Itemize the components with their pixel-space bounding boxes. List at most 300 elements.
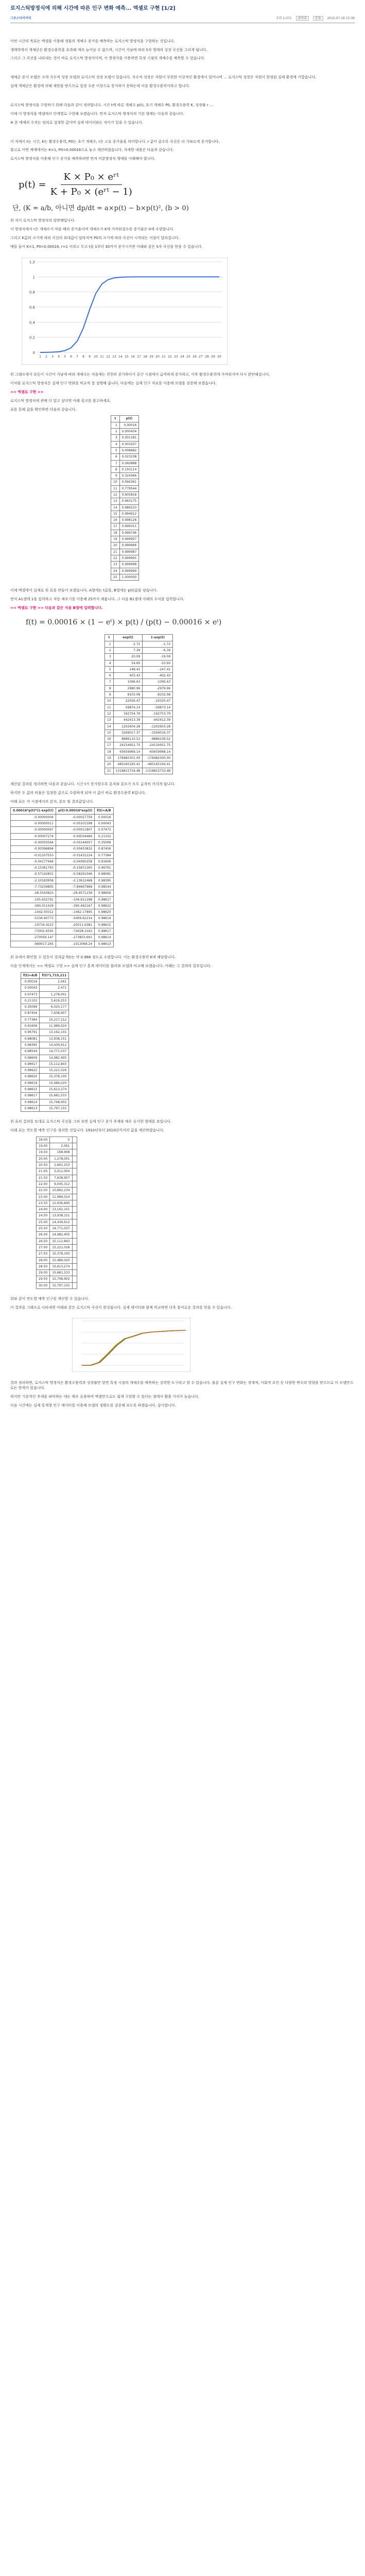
table-row: [11, 833, 114, 839]
table-cell: 17: [111, 523, 120, 530]
table-cell: -1202603.28: [143, 723, 173, 730]
table-header: t: [111, 416, 120, 422]
table-row: [11, 903, 114, 909]
table-ratio: [10, 807, 114, 947]
y-tick-label: 1.2: [29, 260, 35, 265]
table-cell: 24: [111, 568, 120, 574]
table-cell: [72, 1219, 77, 1225]
paragraph: 로지스틱 방정식을 이용해 인구 증가를 예측하려면 먼저 미분방정식 형태를 이해해야 합니다.: [10, 157, 155, 161]
table-cell: 5,012,004: [50, 1168, 72, 1175]
table-cell: 22.50: [37, 1188, 50, 1194]
table-row: [11, 827, 114, 833]
table-cell: 0.35099: [95, 839, 113, 845]
table-cell: -395.462167: [56, 903, 95, 909]
x-tick-label: 21: [162, 355, 166, 359]
table-cell: 13,938,151: [40, 1036, 69, 1042]
paragraph: 위 그래프에서 보듯이 시간이 지남에 따라 개체수는 처음에는 천천히 증가하다가 중간 시점에서 급격하게 증가하고, 이후 환경수용력에 가까워지며 다시 완만해집니다.: [10, 372, 270, 377]
table-cell: -0.00396894: [11, 846, 56, 852]
table-cell: [72, 1188, 77, 1194]
table-row: [11, 884, 114, 890]
table-cell: 0.00016: [119, 422, 139, 428]
table-cell: 22: [111, 555, 120, 561]
table-row: [111, 562, 139, 568]
table-row: [21, 1023, 69, 1029]
table-cell: 0.999966: [119, 543, 139, 549]
table-cell: [72, 1137, 77, 1143]
table-cell: 20: [105, 761, 114, 768]
table-cell: 0.98395: [21, 1042, 40, 1048]
table-cell: -6.39: [143, 647, 173, 653]
table-row: [11, 865, 114, 871]
chart-frame: [72, 1318, 190, 1372]
table-cell: 15,221,026: [40, 1067, 69, 1074]
table-row: [105, 685, 173, 691]
x-tick-label: 12: [106, 355, 110, 359]
table-cell: 0.999999: [119, 568, 139, 574]
table-cell: 2.72: [113, 641, 143, 647]
table-cell: 19: [105, 755, 114, 761]
table-row: [105, 761, 173, 768]
table-cell: 0.994912: [119, 511, 139, 517]
table-cell: 21.50: [37, 1175, 50, 1181]
x-tick-label: 11: [100, 355, 104, 359]
table-cell: 8: [105, 685, 114, 691]
table-cell: 13,938,151: [50, 1213, 72, 1219]
table-row: [11, 871, 114, 877]
table-cell: 15,378,100: [50, 1251, 72, 1257]
y-tick-label: 1: [32, 275, 35, 280]
table-row: [105, 698, 173, 704]
table-row: [105, 730, 173, 736]
table-cell: 15,797,155: [50, 1282, 72, 1289]
table-row: [37, 1200, 77, 1206]
section-5: [10, 1119, 355, 1133]
table-cell: -5409.62214: [56, 916, 95, 922]
table-cell: 54.60: [113, 660, 143, 666]
table-row: [21, 1016, 69, 1023]
table-cell: 1,278,001: [50, 1156, 72, 1162]
paragraph: 이 결과를 그래프로 나타내면 아래와 같은 로지스틱 곡선이 완성됩니다. 실제 데이터와 함께 비교하면 더욱 흥미로운 결과를 얻을 수 있습니다.: [10, 1305, 232, 1310]
table-cell: 0.98619: [95, 916, 113, 922]
table-cell: 13: [105, 717, 114, 723]
table-row: [11, 896, 114, 903]
paragraph: 이 식에서 t는 시간, K는 환경수용력, P0는 초기 개체수, r은 고유 증가율을 의미합니다. r 값이 클수록 곡선은 더 가파르게 증가합니다.: [10, 139, 220, 144]
table-cell: 11: [105, 704, 114, 710]
table-cell: 15,681,533: [50, 1270, 72, 1276]
table-cell: 15,613,274: [50, 1263, 72, 1269]
table-cell: 21: [111, 549, 120, 555]
formula-denominator: K + P₀ × (eʳᵗ − 1): [50, 186, 132, 197]
table-cell: -0.15361763: [11, 865, 56, 871]
table-cell: 14,436,612: [40, 1042, 69, 1048]
table-cell: [72, 1181, 77, 1187]
table-cell: -0.01107553: [11, 852, 56, 858]
table-cell: 23.00: [37, 1194, 50, 1200]
y-tick-label: 0.4: [29, 320, 35, 325]
table-row: [11, 877, 114, 884]
table-cell: 0.91606: [95, 858, 113, 865]
table-cell: [72, 1238, 77, 1244]
excel-link[interactable]: << 엑셀로 구현 >>: [10, 389, 44, 394]
excel-link[interactable]: << 엑셀로 구현 >> 다음과 같은 식을 B열에 입력합니다.: [10, 605, 103, 610]
table-cell: 0.008682: [119, 447, 139, 453]
x-tick-label: 23: [174, 355, 178, 359]
table-cell: [72, 1168, 77, 1175]
x-tick-label: 25: [186, 355, 190, 359]
like-button[interactable]: 좋아요: [296, 16, 309, 21]
table-cell: 0.999311: [119, 523, 139, 530]
table-row: [111, 454, 139, 460]
table-row: [111, 479, 139, 485]
formula-lhs: p(t) =: [19, 179, 46, 190]
table-cell: 0.07473: [21, 991, 40, 997]
table-row: [37, 1175, 77, 1181]
table-cell: -1095.63: [143, 679, 173, 685]
table-cell: 0.999987: [119, 549, 139, 555]
table-row: [111, 492, 139, 498]
section-2: [10, 588, 355, 611]
table-cell: 15,748,902: [40, 1099, 69, 1105]
table-cell: -5334.90773: [11, 916, 56, 922]
table-cell: 7: [105, 679, 114, 685]
table-cell: 19.50: [37, 1149, 50, 1156]
table-row: [11, 928, 114, 935]
table-row: [21, 1048, 69, 1055]
table-cell: 0.98613: [21, 1105, 40, 1111]
table-row: [11, 941, 114, 947]
table-cell: 0.00043: [21, 985, 40, 991]
x-tick-label: 24: [180, 355, 184, 359]
table-row: [11, 909, 114, 916]
table-row: [105, 736, 173, 742]
paragraph: 하지만 기본적인 추세를 파악하는 데는 매우 유용하며 엑셀만으로도 쉽게 구현할 수 있다는 점에서 활용 가치가 높습니다.: [10, 1395, 199, 1399]
table-header: f(t)=A/B: [95, 808, 113, 814]
x-tick-label: 15: [125, 355, 129, 359]
table-row: [111, 504, 139, 511]
table-cell: 20: [111, 543, 120, 549]
table-header: p(t): [119, 416, 139, 422]
table-cell: 442413.39: [113, 717, 143, 723]
table-cell: [72, 1156, 77, 1162]
table-cell: -3269016.37: [143, 730, 173, 736]
table-row: [105, 717, 173, 723]
table-row: [105, 673, 173, 679]
x-tick-label: 27: [199, 355, 203, 359]
table-cell: 0.566361: [119, 479, 139, 485]
table-cell: 168,908: [50, 1149, 72, 1156]
table-cell: 2980.96: [113, 685, 143, 691]
table-cell: 0: [50, 1137, 72, 1143]
paragraph: 실제 개체군은 환경에 의해 제한을 받으므로 일정 수준 이상으로 증가하지 못하는데 이를 환경수용력이라고 합니다.: [10, 84, 190, 89]
table-cell: -178482300.00: [143, 755, 173, 761]
table-cell: 10,892,234: [50, 1188, 72, 1194]
table-cell: 5: [105, 666, 114, 672]
table-row: [21, 1055, 69, 1061]
table-cell: 0.98619: [21, 1080, 40, 1086]
table-row: [111, 568, 139, 574]
table-row: [111, 498, 139, 504]
table-cell: [72, 1276, 77, 1282]
table-cell: 0.98617: [95, 928, 113, 935]
table-cell: 7,638,907: [40, 1010, 69, 1016]
table-cell: -106.911298: [56, 896, 95, 903]
paragraph: 이제 이 방정식을 엑셀에서 단계별로 구현해 보겠습니다. 먼저 로지스틱 방정식의 기본 형태는 다음과 같습니다.: [10, 111, 184, 116]
table-cell: 14: [105, 723, 114, 730]
blog-name[interactable]: 그로스다이어리: [10, 16, 31, 20]
post-meta: [10, 13, 355, 23]
table-cell: -65659968.14: [143, 749, 173, 755]
x-tick-label: 20: [155, 355, 160, 359]
formula-numerator: K × P₀ × eʳᵗ: [61, 170, 122, 185]
table-row: [37, 1207, 77, 1213]
table-cell: 0.87456: [21, 1010, 40, 1016]
table-cell: 15,112,843: [50, 1238, 72, 1244]
table-cell: -402.43: [143, 673, 173, 679]
table-cell: [72, 1207, 77, 1213]
table-row: [37, 1238, 77, 1244]
table-cell: 0.98395: [95, 877, 113, 884]
table-cell: -273853.691: [56, 935, 95, 941]
table-cell: 0.98614: [21, 1099, 40, 1105]
table-header: 1-exp(t): [143, 635, 173, 641]
table-cell: -0.04177464: [11, 858, 56, 865]
table-row: [111, 574, 139, 580]
table-cell: 18: [105, 749, 114, 755]
table-cell: -0.15871265: [56, 865, 95, 871]
x-tick-label: 3: [51, 355, 54, 359]
table-cell: -2.13612468: [56, 877, 95, 884]
y-tick-label: 0.2: [29, 336, 35, 341]
table-cell: 1: [105, 641, 114, 647]
table-cell: [72, 1175, 77, 1181]
table-cell: 0.999746: [119, 530, 139, 536]
table-cell: 0.060888: [119, 460, 139, 466]
table-cell: 0.003207: [119, 441, 139, 447]
table-cell: 0.150114: [119, 466, 139, 472]
table-cell: 15,681,533: [40, 1093, 69, 1099]
table-cell: -0.00007274: [11, 833, 56, 839]
x-tick-label: 29: [211, 355, 215, 359]
table-cell: -390.011429: [11, 903, 56, 909]
table-row: [21, 997, 69, 1004]
table-cell: 0.98544: [21, 1048, 40, 1055]
table-row: [37, 1156, 77, 1162]
table-cell: 0.21102: [21, 997, 40, 1004]
table-row: [37, 1257, 77, 1263]
table-cell: -8102.08: [143, 692, 173, 698]
table-row: [105, 755, 173, 761]
table-row: [21, 1105, 69, 1111]
table-cell: [72, 1149, 77, 1156]
x-tick-label: 16: [131, 355, 135, 359]
table-cell: 11,989,024: [40, 1023, 69, 1029]
table-cell: -1.72: [143, 641, 173, 647]
table-cell: [72, 1257, 77, 1263]
paragraph: 결과 정리하면, 로지스틱 방정식은 환경수용력과 성장률만 알면 특정 시점의 개체수를 예측하는 강력한 도구라고 할 수 있습니다. 물론 실제 인구 변화는 경제적, 사회적 요인 등 다양한 변수의 영향을 받으므로 이 모델만으로는 한계가 있습니다.: [10, 1380, 354, 1391]
table-cell: -1442.00312: [11, 909, 56, 916]
table-cell: [72, 1200, 77, 1206]
table-cell: 0.98617: [95, 896, 113, 903]
paragraph: 다음 단계에서는 << 엑셀로 구현 >> 실제 인구 통계 데이터를 불러와 모델과 비교해 보겠습니다. 아래는 그 결과의 일부입니다.: [10, 963, 212, 968]
section-4: [10, 955, 355, 969]
table-header: t: [105, 635, 114, 641]
table-cell: 3,619,253: [40, 997, 69, 1004]
table-row: [11, 890, 114, 896]
x-tick-label: 8: [82, 355, 84, 359]
table-row: [37, 1263, 77, 1269]
table-cell: -59873.14: [143, 704, 173, 710]
table-row: [105, 692, 173, 698]
table-row: [21, 1080, 69, 1086]
table-row: [37, 1149, 77, 1156]
table-cell: 0.986233: [119, 504, 139, 511]
section-6: [10, 1296, 355, 1311]
post-title: 로지스틱방정식에 의해 시간에 따른 인구 변화 예측... 엑셀로 구현 [1/2]: [10, 6, 176, 11]
table-cell: -0.00453832: [56, 846, 95, 852]
x-tick-label: 5: [64, 355, 66, 359]
table-row: [21, 1087, 69, 1093]
table-cell: 403.43: [113, 673, 143, 679]
table-row: [37, 1162, 77, 1168]
table-row: [37, 1270, 77, 1276]
paragraph: ※ 본 예제의 수치는 임의로 설정한 값이며 실제 데이터와는 차이가 있을 수 있습니다.: [10, 120, 143, 125]
table-cell: 14: [111, 504, 120, 511]
table-cell: 2,561: [50, 1143, 72, 1149]
x-tick-label: 26: [193, 355, 197, 359]
table-cell: 1,278,001: [40, 991, 69, 997]
table-cell: 18: [111, 530, 120, 536]
table-cell: 0.001181: [119, 435, 139, 441]
table-cell: 8886110.52: [113, 736, 143, 742]
table-row: [111, 473, 139, 479]
table-cell: -7.84667968: [56, 884, 95, 890]
table-row: [21, 1093, 69, 1099]
table-cell: -0.00000097: [11, 827, 56, 833]
table-cell: -0.57142831: [11, 871, 56, 877]
table-cell: 14,982,405: [40, 1055, 69, 1061]
table-row: [111, 536, 139, 543]
post-date: 2015.07.18 15:39: [327, 16, 355, 20]
table-row: [21, 1067, 69, 1074]
table-cell: 0.98081: [21, 1036, 40, 1042]
table-cell: 8103.08: [113, 692, 143, 698]
paragraph: 이처럼 로지스틱 방정식은 실제 인구 변화를 비교적 잘 설명해 줍니다. 다음에는 실제 인구 자료를 이용해 모델을 검증해 보겠습니다.: [10, 381, 217, 386]
table-row: [105, 742, 173, 749]
table-row: [11, 935, 114, 941]
table-cell: 14,436,612: [50, 1219, 72, 1225]
table-row: [11, 814, 114, 820]
table-row: [105, 641, 173, 647]
table-cell: -28.5543823: [11, 890, 56, 896]
paragraph: 이 방정식에서 r은 개체수가 작을 때의 증가율이며 개체수가 K에 가까워질수록 증가율은 0에 수렴합니다.: [10, 227, 175, 231]
table-cell: 0.00043: [95, 821, 113, 827]
table-cell: -1462.17895: [56, 909, 95, 916]
table-cell: 20.00: [37, 1156, 50, 1162]
table-row: [37, 1168, 77, 1175]
table-row: [105, 710, 173, 717]
table-cell: 0.98615: [95, 922, 113, 928]
table-cell: -8886109.52: [143, 736, 173, 742]
table-cell: 0.00016: [95, 814, 113, 820]
table-cell: 18.00: [37, 1137, 50, 1143]
table-row: [21, 1029, 69, 1036]
table-cell: 14,982,405: [50, 1232, 72, 1238]
table-row: [111, 555, 139, 561]
table-cell: 19.00: [37, 1143, 50, 1149]
table-cell: 0.98613: [95, 941, 113, 947]
table-cell: 16: [105, 736, 114, 742]
table-row: [111, 447, 139, 453]
table-row: [111, 543, 139, 549]
paragraph: 위 표의 결과를 토대로 로지스틱 곡선을 그려 보면 실제 인구 증가 추세와 매우 유사한 형태를 보입니다.: [10, 1120, 171, 1124]
table-cell: 0.98615: [21, 1087, 40, 1093]
table-cell: 0.779544: [119, 485, 139, 492]
table-cell: 4: [105, 660, 114, 666]
table-cell: 0.98620: [21, 1074, 40, 1080]
table-row: [105, 768, 173, 774]
table-cell: -147.41: [143, 666, 173, 672]
x-tick-label: 9: [89, 355, 91, 359]
table-cell: 2,661,253: [50, 1162, 72, 1168]
table-cell: 10: [111, 479, 120, 485]
table-row: [105, 660, 173, 666]
table-row: [21, 991, 69, 997]
table-cell: 0.98617: [21, 1061, 40, 1067]
table-row: [11, 852, 114, 858]
population-chart: [72, 1318, 190, 1372]
table-cell: 0.07473: [95, 827, 113, 833]
table-cell: 23: [111, 562, 120, 568]
paragraph: 이제 엑셀에서 실제로 위 표를 만들어 보겠습니다. A열에는 t값을, B열에는 p(t)값을 넣습니다.: [10, 588, 158, 593]
x-tick-label: 28: [205, 355, 209, 359]
x-tick-label: 14: [118, 355, 123, 359]
table-row: [37, 1213, 77, 1219]
table-cell: -0.00050564: [11, 839, 56, 845]
table-cell: 12: [105, 710, 114, 717]
table-row: [11, 821, 114, 827]
paragraph: 위 식이 로지스틱 방정식의 일반해입니다.: [10, 218, 76, 223]
paragraph: 개체군 증가 모델은 크게 지수적 성장 모델과 로지스틱 성장 모델이 있습니다. 지수적 성장은 자원이 무한한 이상적인 환경에서 일어나며 ... 로지스틱 성장은 자원이 한정된 실제 환경에 가깝습니다.: [10, 75, 317, 80]
table-cell: -1013068.24: [56, 941, 95, 947]
table-row: [105, 749, 173, 755]
table-cell: -0.00000004: [11, 814, 56, 820]
table-row: [37, 1188, 77, 1194]
share-button[interactable]: 공유: [313, 16, 323, 21]
table-row: [105, 704, 173, 710]
paragraph: 예를 들어 K=1, P0=0.00016, r=1 이라고 두고 t를 1부터 30까지 증가시키면 아래와 같은 S자 곡선을 얻을 수 있습니다.: [10, 244, 203, 249]
y-tick-label: 0.6: [29, 306, 35, 310]
section-3: [10, 782, 355, 805]
table-row: [11, 846, 114, 852]
formula-f: f(t) = 0.00016 × (1 − eᵗ) × p(t) / (p(t) − 0.00016 × eᵗ): [26, 618, 222, 626]
paragraph: 하지만 두 값의 비율은 일정한 값으로 수렴하게 되며 이 값이 바로 환경수용력 K입니다.: [10, 790, 146, 795]
paragraph: 아래 표는 각 시점에서의 분자, 분모 및 결과값입니다.: [10, 799, 94, 804]
table-cell: -0.00034466: [56, 833, 95, 839]
x-tick-label: 19: [149, 355, 153, 359]
table-cell: 0.98609: [95, 890, 113, 896]
table-cell: 65659969.14: [113, 749, 143, 755]
x-tick-label: 10: [94, 355, 98, 359]
table-cell: -20011.6381: [56, 922, 95, 928]
table-cell: -19734.4215: [11, 922, 56, 928]
table-cell: -999017.265: [11, 941, 56, 947]
table-cell: 2: [111, 429, 120, 435]
paragraph: 그리고 K값의 크기에 따라 곡선의 최대값이 달라지며 P0의 크기에 따라 곡선이 시작되는 지점이 달라집니다.: [10, 235, 180, 240]
table-row: [21, 1099, 69, 1105]
table-row: [111, 517, 139, 523]
table-cell: 13,162,101: [40, 1029, 69, 1036]
table-cell: -0.00027759: [56, 814, 95, 820]
